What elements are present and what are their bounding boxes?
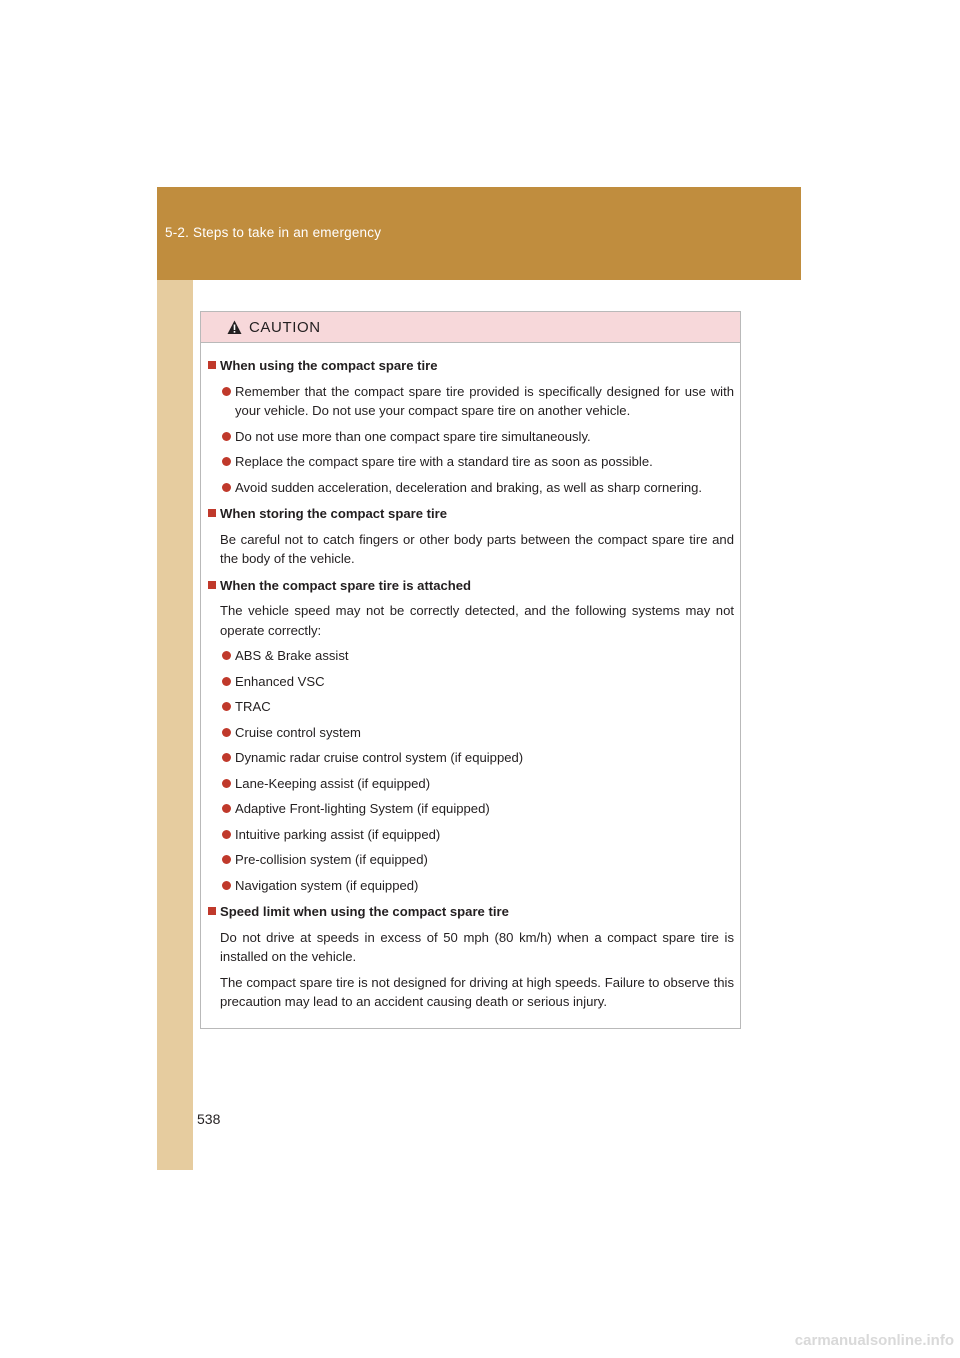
section-text: Do not drive at speeds in excess of 50 mph (80 km/h) when a compact spare tire is installed on the vehicle.	[220, 929, 734, 964]
round-bullet-icon	[222, 855, 231, 864]
square-bullet-icon	[208, 907, 216, 915]
caution-section	[208, 576, 734, 896]
section-header-band	[157, 187, 801, 280]
caution-section	[208, 902, 734, 1012]
section-title: 5-2. Steps to take in an emergency	[165, 225, 382, 240]
section-heading: When using the compact spare tire	[220, 358, 438, 373]
list-item: Remember that the compact spare tire provided is specifically designed for use with your vehicle. Do not use your compact spare tire on another vehicle.	[220, 382, 734, 421]
list-item: Cruise control system	[220, 723, 734, 743]
list-item: ABS & Brake assist	[220, 646, 734, 666]
section-text: Be careful not to catch fingers or other body parts between the compact spare tire and the body of the vehicle.	[220, 531, 734, 566]
square-bullet-icon	[208, 509, 216, 517]
warning-triangle-icon	[227, 320, 242, 335]
list-item: Lane-Keeping assist (if equipped)	[220, 774, 734, 794]
round-bullet-icon	[222, 728, 231, 737]
list-item: Dynamic radar cruise control system (if equipped)	[220, 748, 734, 768]
footer-watermark[interactable]: carmanualsonline.info	[794, 1332, 954, 1349]
caution-section	[208, 504, 734, 569]
caution-header	[201, 312, 740, 343]
list-item: Intuitive parking assist (if equipped)	[220, 825, 734, 845]
round-bullet-icon	[222, 677, 231, 686]
side-tab	[157, 280, 193, 1170]
list-item: TRAC	[220, 697, 734, 717]
list-item: Adaptive Front-lighting System (if equipped)	[220, 799, 734, 819]
caution-title: CAUTION	[249, 318, 321, 336]
list-item: Replace the compact spare tire with a standard tire as soon as possible.	[220, 452, 734, 472]
caution-section	[208, 356, 734, 497]
list-item: Enhanced VSC	[220, 672, 734, 692]
section-text: The compact spare tire is not designed for driving at high speeds. Failure to observe this precaution may lead to an accident causing death or serious injury.	[220, 974, 734, 1009]
caution-box	[200, 311, 741, 1029]
round-bullet-icon	[222, 779, 231, 788]
page-number: 538	[197, 1111, 221, 1127]
round-bullet-icon	[222, 432, 231, 441]
round-bullet-icon	[222, 483, 231, 492]
square-bullet-icon	[208, 361, 216, 369]
round-bullet-icon	[222, 753, 231, 762]
caution-body	[201, 343, 740, 1012]
section-text: The vehicle speed may not be correctly detected, and the following systems may not operate correctly:	[220, 603, 734, 638]
round-bullet-icon	[222, 702, 231, 711]
section-heading: When storing the compact spare tire	[220, 506, 447, 521]
round-bullet-icon	[222, 804, 231, 813]
round-bullet-icon	[222, 457, 231, 466]
section-heading: Speed limit when using the compact spare tire	[220, 904, 509, 919]
round-bullet-icon	[222, 651, 231, 660]
list-item: Do not use more than one compact spare tire simultaneously.	[220, 427, 734, 447]
list-item: Navigation system (if equipped)	[220, 876, 734, 896]
list-item: Pre-collision system (if equipped)	[220, 850, 734, 870]
round-bullet-icon	[222, 881, 231, 890]
round-bullet-icon	[222, 830, 231, 839]
square-bullet-icon	[208, 581, 216, 589]
round-bullet-icon	[222, 387, 231, 396]
list-item: Avoid sudden acceleration, deceleration and braking, as well as sharp cornering.	[220, 478, 734, 498]
section-heading: When the compact spare tire is attached	[220, 577, 472, 593]
